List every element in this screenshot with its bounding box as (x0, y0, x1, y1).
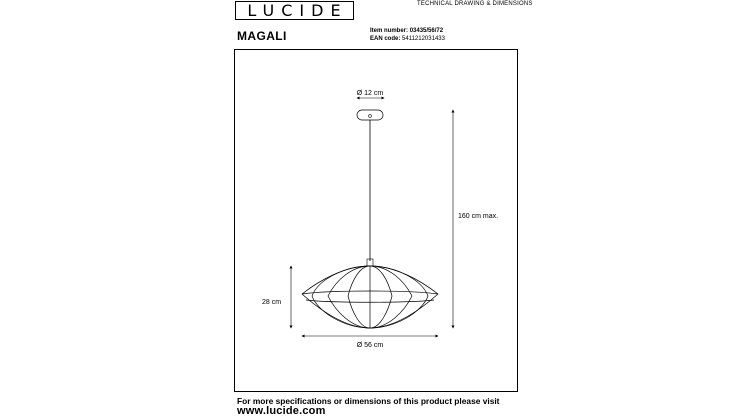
shade-height-label: 28 cm (262, 299, 282, 306)
height-label: 160 cm max. (458, 213, 499, 220)
footer-info: For more specifications or dimensions of this product please visit (237, 396, 500, 406)
item-number-label: Item number: (370, 28, 409, 34)
shade-diameter-dimension (302, 336, 438, 349)
shade-diameter-label: Ø 56 cm (356, 342, 384, 349)
footer-url[interactable]: www.lucide.com (237, 405, 326, 417)
canopy-dimension (357, 90, 384, 98)
lamp-shade (302, 266, 438, 328)
logo-text: LUCIDE (247, 1, 348, 20)
shade-height-dimension (262, 266, 291, 328)
canopy-diameter-label: Ø 12 cm (356, 90, 384, 97)
product-name: MAGALI (237, 29, 287, 43)
height-dimension (453, 110, 498, 328)
document-type-label: TECHNICAL DRAWING & DIMENSIONS (417, 1, 533, 7)
ean-code-value: 5411212031433 (402, 36, 445, 42)
ean-code-label: EAN code: (370, 36, 401, 42)
item-number-value: 03435/56/72 (409, 28, 444, 34)
ceiling-canopy (357, 110, 383, 120)
